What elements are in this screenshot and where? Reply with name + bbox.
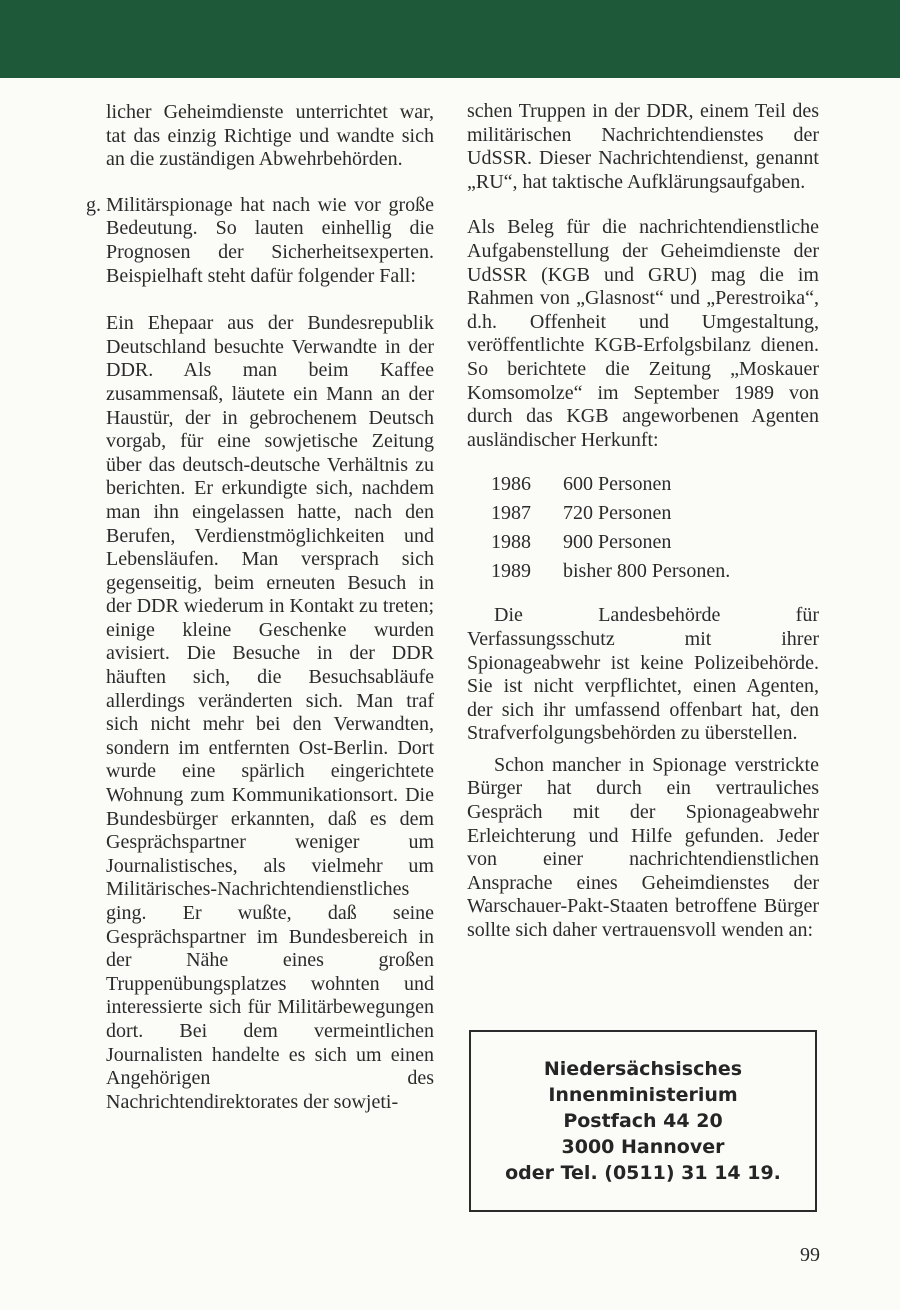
value-cell: 600 Personen <box>563 473 672 496</box>
contact-line-city: 3000 Hannover <box>561 1136 725 1158</box>
agent-statistics-table <box>491 470 730 586</box>
case-description-paragraph: Ein Ehepaar aus der Bundesrepublik Deutschland besuchte Verwandte in der DDR. Als man beim Kaffee zusammensaß, läutete ein Mann an der Haustür, der in gebrochenem Deutsch vorgab, für eine sowjetische Zeitung über das deutsch-deutsche Verhältnis zu berichten. Er erkundigte sich, nachdem man ihn eingelassen hatte, nach den Berufen, Verdienstmöglichkeiten und Lebensläufen. Man versprach sich gegenseitig, beim erneuten Besuch in der DDR wiederum in Kontakt zu treten; einige kleine Geschenke wurden avisiert. Die Besuche in der DDR häuften sich, die Besuchsabläufe allerdings veränderten sich. Man traf sich nicht mehr bei den Verwandten, sondern im entfernten Ost-Berlin. Dort wurde eine spärlich eingerichtete Wohnung zum Kommunikationsort. Die Bundesbürger erkannten, daß es dem Gesprächspartner weniger um Journalistisches, als vielmehr um Militärisches-Nachrichtendienstliches ging. Er wußte, daß seine Gesprächspartner im Bundesbereich in der Nähe eines großen Truppenübungsplatzes wohnten und interessierte sich für Militärbewegungen dort. Bei dem vermeintlichen Journalisten handelte es sich um einen Angehörigen des Nachrichtendirektorates der sowjeti- <box>106 312 434 1113</box>
paragraph-continued: licher Geheimdienste unterrichtet war, tat das einzig Richtige und wandte sich an die zuständigen Abwehrbehörden. <box>106 101 434 171</box>
paragraph-ru: schen Truppen in der DDR, einem Teil des militärischen Nachrichtendienstes der UdSSR. Dieser Nachrichtendienst, genannt „RU“, hat taktische Aufklärungsaufgaben. <box>467 100 819 193</box>
list-item-g <box>86 193 434 288</box>
table-row <box>491 499 730 528</box>
contact-line-ministry-1: Niedersächsisches <box>543 1058 743 1080</box>
contact-line-ministry-2: Innenministerium <box>548 1084 738 1106</box>
value-cell: bisher 800 Personen. <box>563 560 731 583</box>
value-cell: 720 Personen <box>563 502 672 525</box>
paragraph-landesbehoerde: Die Landesbehörde für Verfassungsschutz mit ihrer Spionageabwehr ist keine Polizeibehörde. Sie ist nicht verpflichtet, einen Agenten, der sich ihr umfassend offenbart hat, den Strafverfolgungsbehörden zu überstellen. <box>467 604 819 745</box>
right-column <box>467 100 819 943</box>
year-cell: 1986 <box>491 473 531 496</box>
contact-address-box <box>469 1030 817 1212</box>
paragraph-contact-advice: Schon mancher in Spionage verstrickte Bürger hat durch ein vertrauliches Gespräch mit der Spionageabwehr Erleichterung und Hilfe gefunden. Jeder von einer nachrichtendienstlichen Ansprache eines Geheimdienstes der Warschauer-Pakt-Staaten betroffene Bürger sollte sich daher vertrauensvoll wenden an: <box>467 753 819 942</box>
table-row <box>491 470 730 499</box>
value-cell: 900 Personen <box>563 531 672 554</box>
table-row <box>491 528 730 557</box>
table-row <box>491 557 730 586</box>
year-cell: 1989 <box>491 560 531 583</box>
year-cell: 1987 <box>491 502 531 525</box>
list-marker: g. <box>86 193 101 216</box>
contact-line-postbox: Postfach 44 20 <box>563 1110 723 1132</box>
list-item-text: Militärspionage hat nach wie vor große Bedeutung. So lauten einhellig die Prognosen der Sicherheitsexperten. Beispielhaft steht dafür folgender Fall: <box>106 193 434 287</box>
paragraph-kgb-balance: Als Beleg für die nachrichtendienstliche Aufgabenstellung der Geheimdienste der UdSSR (KGB und GRU) mag die im Rahmen von „Glasnost“ und „Perestroika“, d.h. Offenheit und Umgestaltung, veröffentlichte KGB-Erfolgsbilanz dienen. So berichtete die Zeitung „Moskauer Komsomolze“ im September 1989 von durch das KGB angeworbenen Agenten ausländischer Herkunft: <box>467 216 819 451</box>
header-color-band <box>0 0 900 78</box>
page-number: 99 <box>800 1244 820 1266</box>
left-column <box>86 101 434 1114</box>
contact-line-phone: oder Tel. (0511) 31 14 19. <box>505 1162 781 1184</box>
year-cell: 1988 <box>491 531 531 554</box>
